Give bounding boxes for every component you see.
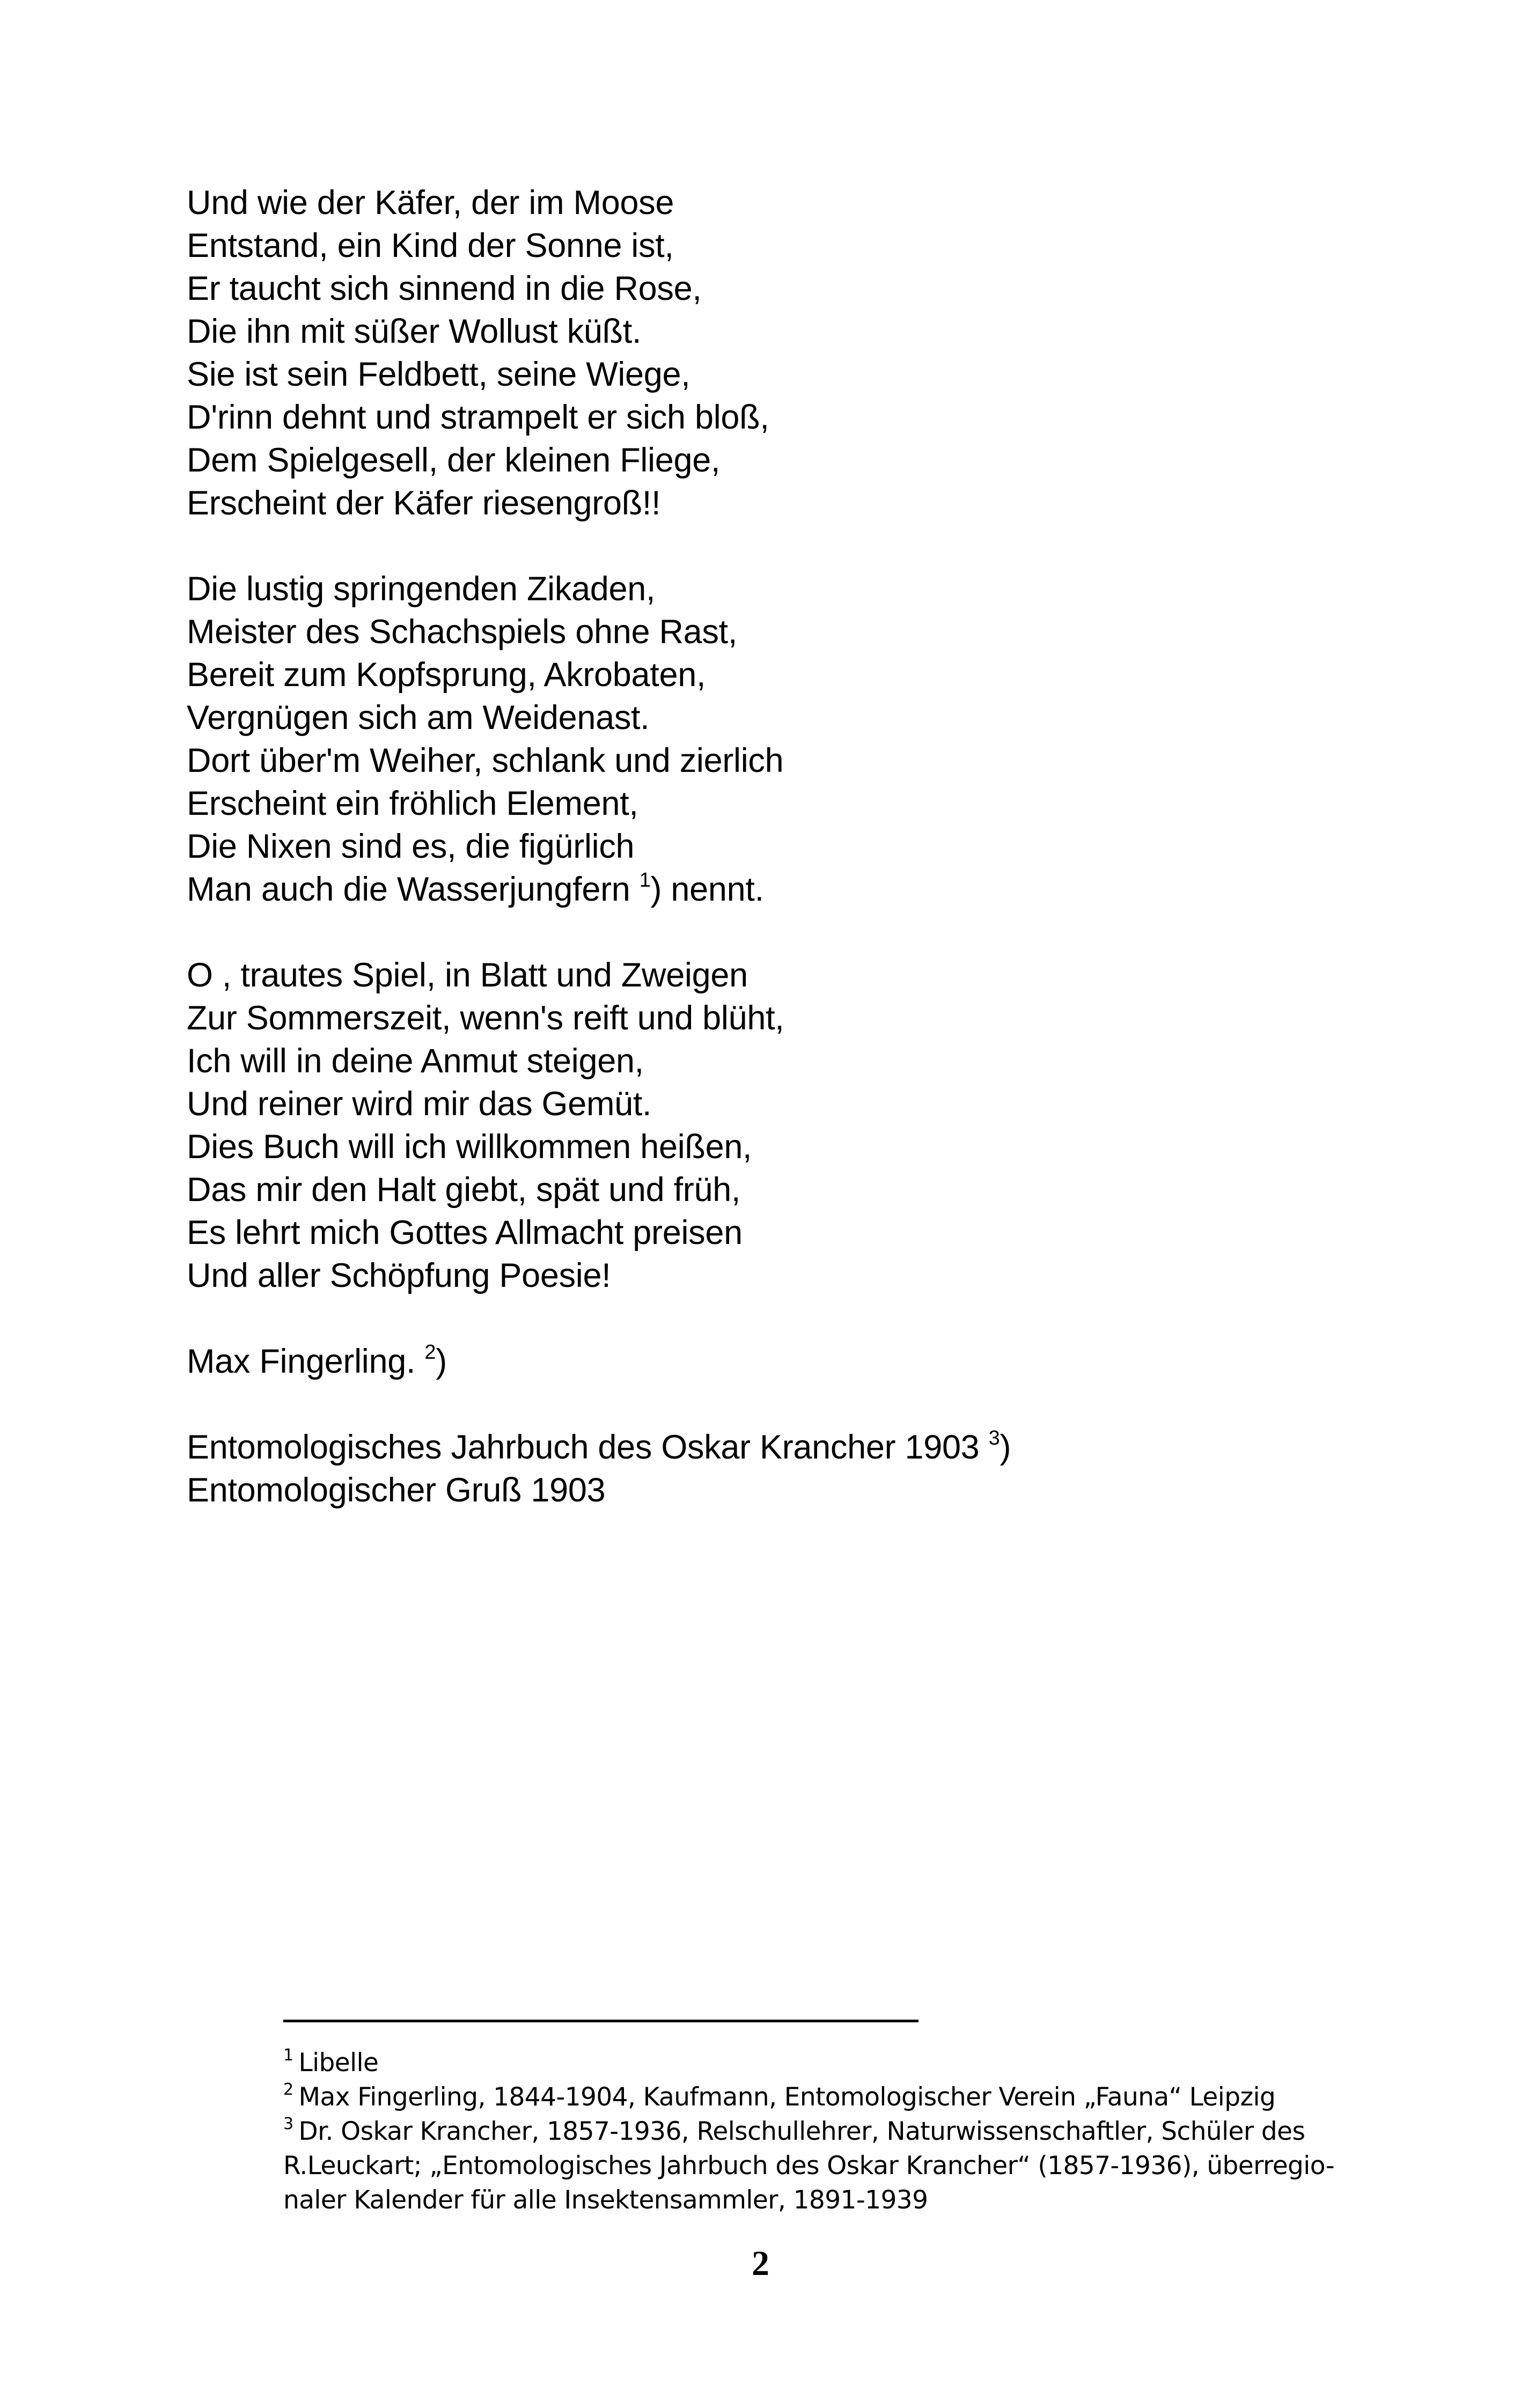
poem-line: Ich will in deine Anmut steigen,	[187, 1042, 644, 1080]
poem-line-with-footnote	[187, 868, 1367, 911]
footnote-reference-3[interactable]: 3	[988, 1427, 1000, 1449]
poem-line: Erscheint der Käfer riesengroß!!	[187, 484, 661, 522]
footnote-3	[283, 2115, 1362, 2149]
source-line-1	[187, 1426, 1367, 1469]
footnote-mark: 1	[283, 2046, 293, 2065]
footnote-separator	[283, 2020, 919, 2022]
poem-body	[187, 181, 1367, 1555]
author-signature	[187, 1340, 1367, 1383]
stanza-3	[187, 954, 1367, 1297]
line-text: Man auch die Wasserjungfern	[187, 871, 640, 908]
poem-line: Sie ist sein Feldbett, seine Wiege,	[187, 356, 690, 393]
line-text: )	[1000, 1428, 1011, 1466]
poem-line: Erscheint ein fröhlich Element,	[187, 785, 638, 822]
poem-line: Die Nixen sind es, die figürlich	[187, 828, 635, 865]
footnote-mark: 2	[283, 2080, 293, 2099]
poem-line: Die ihn mit süßer Wollust küßt.	[187, 313, 642, 350]
poem-line: Dort über'm Weiher, schlank und zierlich	[187, 742, 784, 779]
poem-line: Er taucht sich sinnend in die Rose,	[187, 270, 702, 307]
footnotes	[283, 2046, 1362, 2218]
stanza-2	[187, 568, 1367, 911]
footnote-text: Dr. Oskar Krancher, 1857-1936, Relschullehrer, Naturwissenschaftler, Schüler des	[298, 2117, 1305, 2146]
poem-line: Entstand, ein Kind der Sonne ist,	[187, 227, 674, 264]
poem-line: Dies Buch will ich willkommen heißen,	[187, 1128, 752, 1166]
page-number: 2	[752, 2244, 769, 2283]
footnote-reference-1[interactable]: 1	[639, 869, 651, 892]
poem-line: D'rinn dehnt und strampelt er sich bloß,	[187, 399, 769, 436]
poem-line: Bereit zum Kopfsprung, Akrobaten,	[187, 656, 706, 694]
footnote-text: Libelle	[298, 2048, 379, 2078]
line-text: )	[436, 1343, 447, 1380]
footnote-2	[283, 2080, 1362, 2115]
poem-line: Und aller Schöpfung Poesie!	[187, 1257, 611, 1294]
footnote-mark: 3	[283, 2115, 293, 2133]
footnote-reference-2[interactable]: 2	[424, 1341, 436, 1364]
source-line-2: Entomologischer Gruß 1903	[187, 1471, 606, 1509]
footnote-3-continued: R.Leuckart; „Entomologisches Jahrbuch des Oskar Krancher“ (1857-1936), überregio-	[283, 2151, 1335, 2181]
line-text: ) nennt.	[650, 871, 764, 908]
poem-line: Die lustig springenden Zikaden,	[187, 570, 656, 608]
footnote-3-continued: naler Kalender für alle Insektensammler, 1891-1939	[283, 2185, 928, 2215]
poem-line: Dem Spielgesell, der kleinen Fliege,	[187, 441, 721, 479]
stanza-1	[187, 181, 1367, 525]
poem-line: Das mir den Halt giebt, spät und früh,	[187, 1171, 741, 1209]
author-name: Max Fingerling.	[187, 1343, 425, 1380]
poem-line: Und reiner wird mir das Gemüt.	[187, 1085, 652, 1123]
footnote-text: Max Fingerling, 1844-1904, Kaufmann, Entomologischer Verein „Fauna“ Leipzig	[298, 2082, 1276, 2112]
footnote-1	[283, 2046, 1362, 2080]
poem-line: Es lehrt mich Gottes Allmacht preisen	[187, 1214, 743, 1251]
poem-line: O , trautes Spiel, in Blatt und Zweigen	[187, 956, 748, 994]
source-block	[187, 1426, 1367, 1512]
signature-block	[187, 1340, 1367, 1383]
source-title: Entomologisches Jahrbuch des Oskar Krancher 1903	[187, 1428, 989, 1466]
poem-line: Und wie der Käfer, der im Moose	[187, 184, 674, 222]
poem-line: Meister des Schachspiels ohne Rast,	[187, 613, 738, 651]
poem-line: Zur Sommerszeit, wenn's reift und blüht,	[187, 999, 784, 1037]
poem-line: Vergnügen sich am Weidenast.	[187, 699, 650, 737]
